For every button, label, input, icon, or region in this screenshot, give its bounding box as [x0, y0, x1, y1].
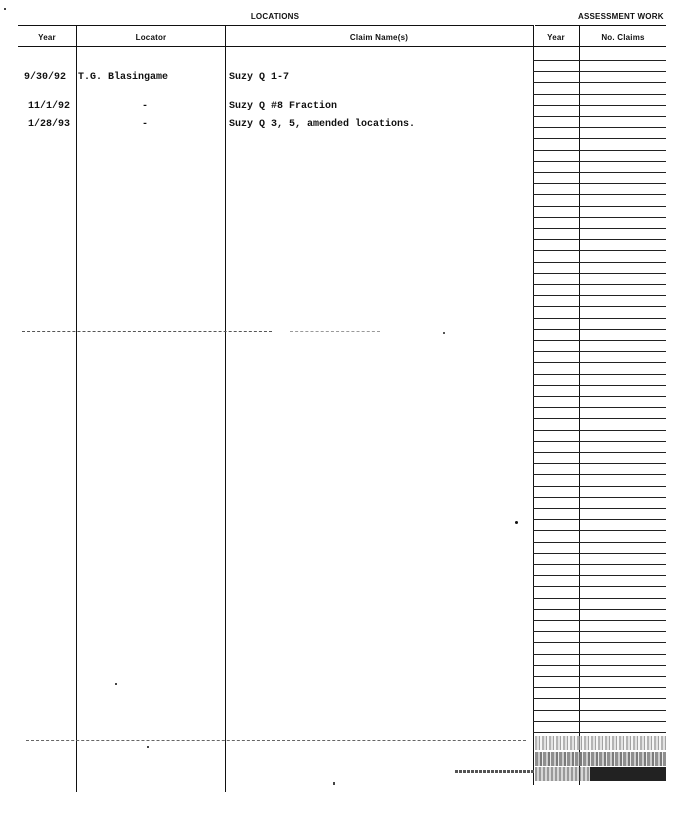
divider-assessment-year-claims: [579, 25, 580, 785]
assessment-grid-line: [533, 385, 666, 386]
assessment-grid-line: [533, 687, 666, 688]
scan-noise-block: [535, 767, 590, 781]
speck: [115, 683, 117, 685]
assessment-grid-line: [533, 273, 666, 274]
assessment-grid-line: [533, 206, 666, 207]
locations-title: LOCATIONS: [250, 12, 300, 21]
assessment-work-title: ASSESSMENT WORK: [578, 12, 664, 21]
entry-year: 1/28/93: [28, 119, 71, 130]
speck: [333, 782, 335, 785]
assessment-grid-line: [533, 598, 666, 599]
column-header-year: Year: [38, 33, 56, 42]
assessment-grid-line: [533, 710, 666, 711]
assessment-grid-line: [533, 430, 666, 431]
assessment-grid-line: [533, 105, 666, 106]
divider-locator-claims: [225, 25, 226, 792]
assessment-grid-line: [533, 609, 666, 610]
assessment-grid-line: [533, 374, 666, 375]
speck: [4, 8, 6, 10]
entry-locator: -: [142, 101, 149, 112]
assessment-grid-line: [533, 441, 666, 442]
assessment-grid-line: [533, 508, 666, 509]
assessment-grid-line: [533, 474, 666, 475]
assessment-grid-line: [533, 642, 666, 643]
assessment-grid-line: [533, 183, 666, 184]
assessment-grid-line: [533, 351, 666, 352]
assessment-grid-line: [533, 306, 666, 307]
speck: [147, 746, 149, 748]
assessment-grid-line: [533, 586, 666, 587]
assessment-grid-line: [533, 497, 666, 498]
assessment-grid-line: [533, 318, 666, 319]
assessment-grid-line: [533, 542, 666, 543]
column-header-claim-names: Claim Name(s): [349, 33, 409, 42]
assessment-grid-line: [533, 329, 666, 330]
scan-noise-block: [590, 767, 666, 781]
assessment-grid-line: [533, 295, 666, 296]
assessment-grid-line: [533, 340, 666, 341]
assessment-grid-line: [533, 676, 666, 677]
assessment-grid-line: [533, 217, 666, 218]
assessment-grid-line: [533, 194, 666, 195]
column-header-assessment-year: Year: [547, 33, 565, 42]
scan-noise-block: [535, 752, 666, 766]
scan-artifact-line: [26, 740, 526, 741]
assessment-grid-line: [533, 82, 666, 83]
entry-locator: T.G. Blasingame: [78, 72, 169, 83]
scan-noise-block: [535, 736, 666, 750]
assessment-grid-line: [533, 228, 666, 229]
assessment-grid-line: [533, 564, 666, 565]
scan-noise-block: [455, 770, 535, 773]
assessment-grid-line: [533, 631, 666, 632]
assessment-grid-line: [533, 127, 666, 128]
entry-locator: -: [142, 119, 149, 130]
assessment-grid-line: [533, 284, 666, 285]
divider-year-locator: [76, 25, 77, 792]
assessment-grid-line: [533, 60, 666, 61]
assessment-grid-line: [533, 463, 666, 464]
assessment-grid-line: [533, 519, 666, 520]
scan-artifact-line: [290, 331, 380, 332]
divider-claims-assessment: [533, 25, 534, 785]
entry-year: 11/1/92: [28, 101, 71, 112]
speck: [443, 332, 445, 334]
assessment-grid-line: [533, 172, 666, 173]
assessment-grid-line: [533, 116, 666, 117]
assessment-grid-line: [533, 239, 666, 240]
assessment-grid-line: [533, 407, 666, 408]
assessment-grid-line: [533, 250, 666, 251]
assessment-grid-line: [533, 161, 666, 162]
assessment-grid-line: [533, 362, 666, 363]
assessment-grid-line: [533, 71, 666, 72]
assessment-grid-line: [533, 138, 666, 139]
speck: [515, 521, 518, 524]
entry-claims: Suzy Q #8 Fraction: [229, 101, 338, 112]
assessment-grid-line: [533, 553, 666, 554]
assessment-grid-line: [533, 452, 666, 453]
assessment-grid-line: [533, 94, 666, 95]
assessment-grid-line: [533, 486, 666, 487]
assessment-grid-line: [533, 698, 666, 699]
assessment-grid-line: [533, 150, 666, 151]
assessment-grid-line: [533, 732, 666, 733]
entry-claims: Suzy Q 1-7: [229, 72, 290, 83]
assessment-grid-line: [533, 262, 666, 263]
column-header-no-claims: No. Claims: [601, 33, 645, 42]
assessment-grid-line: [533, 721, 666, 722]
assessment-grid-line: [533, 654, 666, 655]
entry-claims: Suzy Q 3, 5, amended locations.: [229, 119, 416, 130]
entry-year: 9/30/92: [24, 72, 67, 83]
top-rule-locations: [18, 25, 533, 26]
assessment-grid-line: [533, 396, 666, 397]
assessment-grid-line: [533, 418, 666, 419]
assessment-grid-line: [533, 575, 666, 576]
column-header-locator: Locator: [135, 33, 167, 42]
scan-artifact-line: [22, 331, 272, 332]
assessment-grid-line: [533, 620, 666, 621]
assessment-grid-line: [533, 530, 666, 531]
top-rule-assessment: [535, 25, 666, 26]
assessment-grid-line: [533, 665, 666, 666]
header-bottom-rule: [18, 46, 666, 47]
